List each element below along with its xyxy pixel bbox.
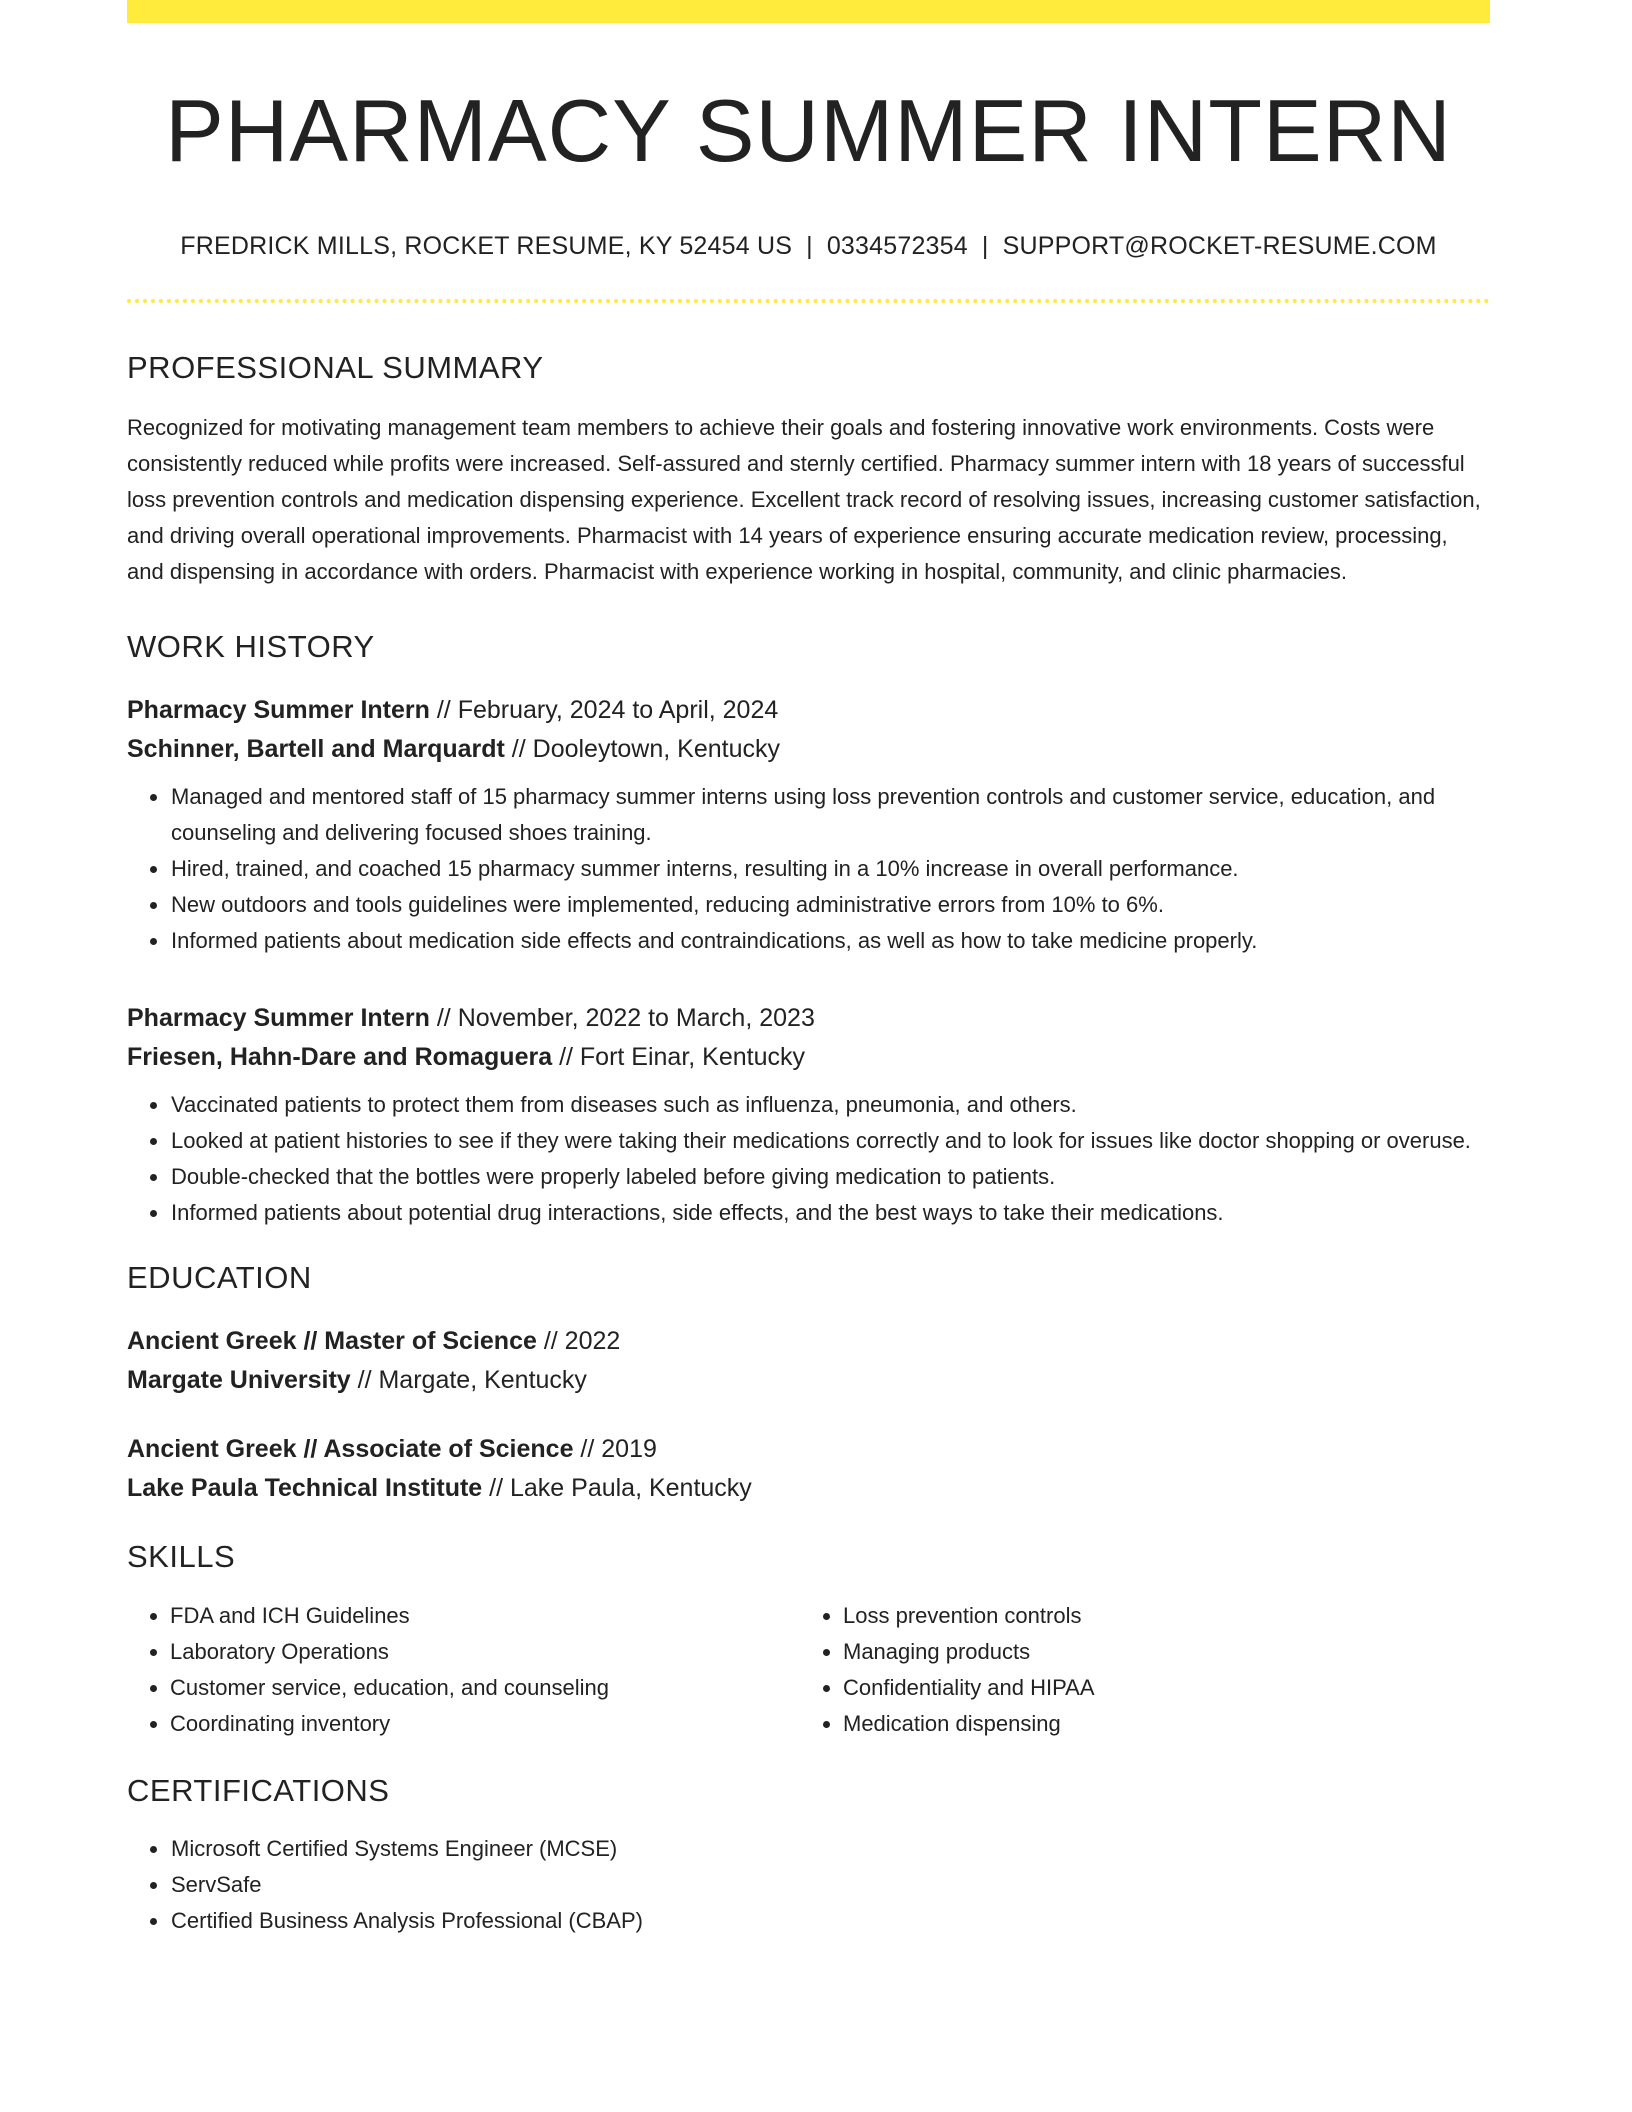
list-item: • ServSafe: [170, 1867, 1490, 1903]
education-degree-line: [127, 1322, 1490, 1361]
education-entry: [127, 1322, 1490, 1400]
list-item: • Managed and mentored staff of 15 pharmacy summer interns using loss prevention controls and customer service, education, and counseling and delivering focused shoes training.: [170, 779, 1490, 851]
job-location: // Dooleytown, Kentucky: [504, 735, 780, 764]
education-degree: Ancient Greek // Associate of Science: [127, 1435, 574, 1464]
list-item: • Certified Business Analysis Professional (CBAP): [170, 1903, 1490, 1939]
education-entry: [127, 1430, 1490, 1508]
contact-line: [127, 232, 1490, 261]
job-title-line: [127, 999, 1490, 1038]
contact-email: SUPPORT@ROCKET-RESUME.COM: [1002, 231, 1437, 260]
section-title-education: EDUCATION: [127, 1260, 312, 1296]
list-item: • Medication dispensing: [843, 1706, 1473, 1742]
contact-separator: |: [981, 231, 989, 260]
education-school-line: [127, 1361, 1490, 1400]
section-title-summary: PROFESSIONAL SUMMARY: [127, 349, 544, 385]
list-item: • Customer service, education, and counseling: [170, 1670, 800, 1706]
job-company: Friesen, Hahn-Dare and Romaguera: [127, 1043, 553, 1072]
list-item: • Informed patients about medication side effects and contraindications, as well as how to take medicine properly.: [170, 923, 1490, 959]
list-item: • FDA and ICH Guidelines: [170, 1598, 800, 1634]
list-item: • Managing products: [843, 1634, 1473, 1670]
list-item: • Looked at patient histories to see if they were taking their medications correctly and to look for issues like doctor shopping or overuse.: [170, 1123, 1490, 1159]
job-title: Pharmacy Summer Intern: [127, 696, 430, 725]
education-year: // 2022: [536, 1327, 621, 1356]
list-item: • Vaccinated patients to protect them from diseases such as influenza, pneumonia, and others.: [170, 1087, 1490, 1123]
certifications-list: [127, 1831, 1490, 1939]
skills-columns: [127, 1598, 1490, 1742]
skills-left-list: [127, 1598, 800, 1742]
job-company-line: [127, 1038, 1490, 1077]
section-title-work-history: WORK HISTORY: [127, 628, 375, 664]
summary-text: Recognized for motivating management team members to achieve their goals and fostering innovative work environments. Costs were consistently reduced while profits were increased. Self-assured and sternly certified. Pharmacy summer intern with 18 years of successful loss prevention controls and medication dispensing experience. Excellent track record of resolving issues, increasing customer satisfaction, and driving overall operational improvements. Pharmacist with 14 years of experience ensuring accurate medication review, processing, and dispensing in accordance with orders. Pharmacist with experience working in hospital, community, and clinic pharmacies.: [127, 414, 1481, 584]
education-school-line: [127, 1469, 1490, 1508]
job-entry: [127, 999, 1490, 1231]
education-year: // 2019: [573, 1435, 657, 1464]
list-item: • New outdoors and tools guidelines were implemented, reducing administrative errors from 10% to 6%.: [170, 887, 1490, 923]
education-school: Margate University: [127, 1366, 351, 1395]
contact-address: FREDRICK MILLS, ROCKET RESUME, KY 52454 US: [180, 231, 793, 260]
page-title: PHARMACY SUMMER INTERN: [165, 81, 1452, 180]
job-bullets: [127, 779, 1490, 959]
education-degree-line: [127, 1430, 1490, 1469]
skills-right-list: [800, 1598, 1473, 1742]
education-degree: Ancient Greek // Master of Science: [127, 1327, 537, 1356]
accent-top-bar: [127, 0, 1490, 23]
list-item: • Laboratory Operations: [170, 1634, 800, 1670]
list-item: • Informed patients about potential drug interactions, side effects, and the best ways to take their medications.: [170, 1195, 1490, 1231]
contact-separator: |: [806, 231, 813, 260]
list-item: • Loss prevention controls: [843, 1598, 1473, 1634]
section-title-skills: SKILLS: [127, 1539, 236, 1575]
job-company: Schinner, Bartell and Marquardt: [127, 735, 505, 764]
list-item: • Hired, trained, and coached 15 pharmacy summer interns, resulting in a 10% increase in overall performance.: [170, 851, 1490, 887]
job-dates: // November, 2022 to March, 2023: [429, 1004, 815, 1033]
education-location: // Margate, Kentucky: [350, 1366, 587, 1395]
job-bullets: [127, 1087, 1490, 1231]
job-title-line: [127, 691, 1490, 730]
education-school: Lake Paula Technical Institute: [127, 1474, 483, 1503]
list-item: • Double-checked that the bottles were properly labeled before giving medication to patients.: [170, 1159, 1490, 1195]
list-item: • Coordinating inventory: [170, 1706, 800, 1742]
resume-page: [127, 0, 1490, 1939]
education-location: // Lake Paula, Kentucky: [482, 1474, 752, 1503]
contact-phone: 0334572354: [826, 231, 968, 260]
dotted-divider: [127, 299, 1490, 303]
job-location: // Fort Einar, Kentucky: [552, 1043, 806, 1072]
section-title-certifications: CERTIFICATIONS: [127, 1772, 390, 1808]
job-title: Pharmacy Summer Intern: [127, 1004, 430, 1033]
job-dates: // February, 2024 to April, 2024: [429, 696, 779, 725]
job-entry: [127, 691, 1490, 959]
list-item: • Confidentiality and HIPAA: [843, 1670, 1473, 1706]
list-item: • Microsoft Certified Systems Engineer (MCSE): [170, 1831, 1490, 1867]
job-company-line: [127, 730, 1490, 769]
